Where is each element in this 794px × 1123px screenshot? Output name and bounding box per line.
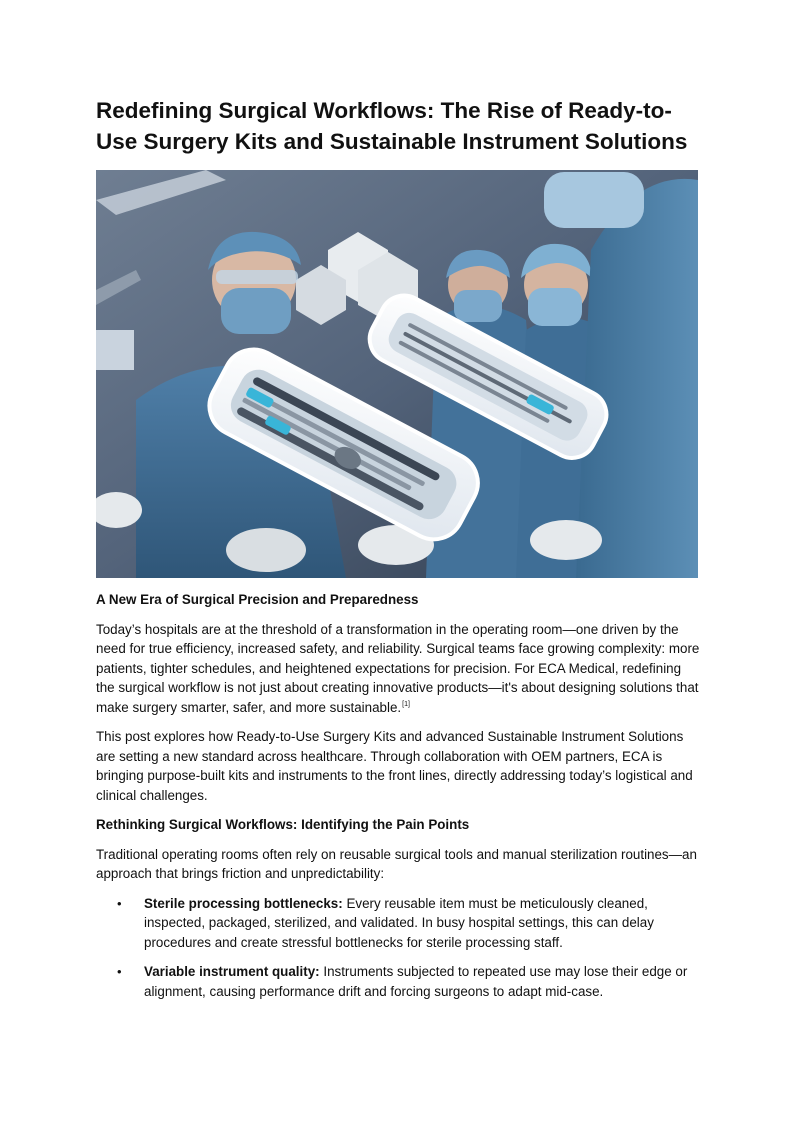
list-item — [96, 962, 700, 1001]
list-item-text: Instruments subjected to repeated use may lose their edge or alignment, causing performance drift and forcing surgeons to adapt mid-case. — [144, 964, 688, 999]
list-item — [96, 894, 700, 953]
surgical-team-photo-icon — [96, 170, 698, 578]
pain-points-list — [96, 894, 700, 1002]
list-item-lead: Sterile processing bottlenecks: — [144, 895, 343, 911]
footnote-ref[interactable]: [1] — [402, 700, 410, 708]
section-heading-pain-points: Rethinking Surgical Workflows: Identifying the Pain Points — [96, 817, 470, 832]
pain-points-intro: Traditional operating rooms often rely on reusable surgical tools and manual sterilization routines—an approach that brings friction and unpredictability: — [96, 846, 697, 881]
list-item-text: Every reusable item must be meticulously cleaned, inspected, packaged, sterilized, and validated. In busy hospital settings, this can delay procedures and create stressful bottlenecks for sterile processing staff. — [144, 895, 654, 950]
list-item-lead: Variable instrument quality: — [144, 964, 320, 979]
article-body — [96, 590, 700, 1011]
intro-paragraph-text: Today’s hospitals are at the threshold of a transformation in the operating room—one driven by the need for true efficiency, increased safety, and reliability. Surgical teams face growing complexity: more patients, tighter schedules, and heightened expectations for precision. For ECA Medical, redefining the surgical workflow is not just about creating innovative products—it's about designing solutions that make surgery smarter, safer, and more sustainable. — [96, 621, 700, 715]
hero-image — [96, 170, 698, 578]
intro-paragraph — [96, 620, 700, 718]
page-title: Redefining Surgical Workflows: The Rise of Ready-to-Use Surgery Kits and Sustainable Instrument Solutions — [96, 98, 688, 154]
overview-paragraph: This post explores how Ready-to-Use Surgery Kits and advanced Sustainable Instrument Solutions are setting a new standard across healthcare. Through collaboration with OEM partners, ECA is bringing purpose-built kits and instruments to the front lines, directly addressing today’s logistical and clinical challenges. — [96, 729, 693, 803]
section-heading-new-era: A New Era of Surgical Precision and Preparedness — [96, 592, 419, 607]
